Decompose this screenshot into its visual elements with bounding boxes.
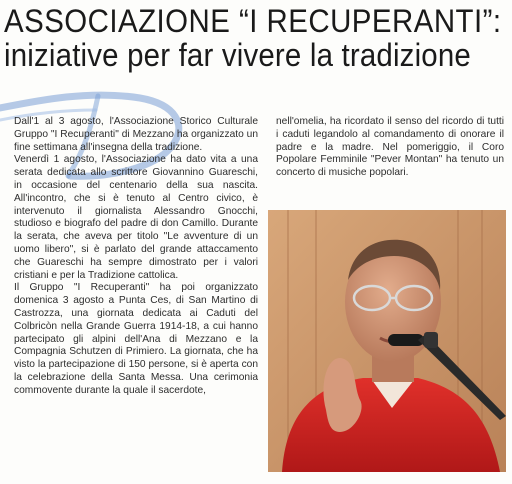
paragraph: nell'omelia, ha ricordato il senso del ricordo di tutti i caduti legandolo al comandamento di onorare il padre e la madre. Nel pomeriggio, il Coro Popolare Femminile "Pever Montan" ha tenuto un concerto di musiche popolari. — [276, 116, 504, 179]
article-column-left — [14, 116, 258, 398]
article-title — [4, 3, 502, 73]
title-line-1: ASSOCIAZIONE “I RECUPERANTI”: — [4, 3, 502, 39]
article-column-right — [276, 116, 504, 180]
title-line-2: iniziative per far vivere la tradizione — [4, 37, 471, 73]
paragraph: Il Gruppo "I Recuperanti" ha poi organizzato domenica 3 agosto a Punta Ces, di San Martino di Castrozza, una giornata dedicata ai Caduti del Colbricòn nella Grande Guerra 1914-18, a cui hanno partecipato gli alpini dell'Ana di Mezzano e la Compagnia Schutzen di Primiero. La giornata, che ha visto la partecipazione di 150 persone, si è aperta con la celebrazione della Santa Messa. Una cerimonia commovente durante la quale il sacerdote, — [14, 282, 258, 396]
paragraph: Dall'1 al 3 agosto, l'Associazione Storico Culturale Gruppo "I Recuperanti" di Mezzano ha organizzato un fine settimana all'insegna della tradizione. — [14, 116, 258, 153]
paragraph: Venerdì 1 agosto, l'Associazione ha dato vita a una serata dedicata allo scrittore Giovannino Guareschi, in occasione del centenario della sua nascita. All'incontro, che si è tenuto al Centro civico, è intervenuto il giornalista Alessandro Gnocchi, studioso e biografo del padre di don Camillo. Durante la serata, che aveva per titolo "Le avventure di un uomo libero", si è parlato del grande attaccamento che Guareschi ha sempre dimostrato per i valori cristiani e per la Tradizione cattolica. — [14, 154, 258, 281]
speaker-photo — [268, 210, 506, 472]
